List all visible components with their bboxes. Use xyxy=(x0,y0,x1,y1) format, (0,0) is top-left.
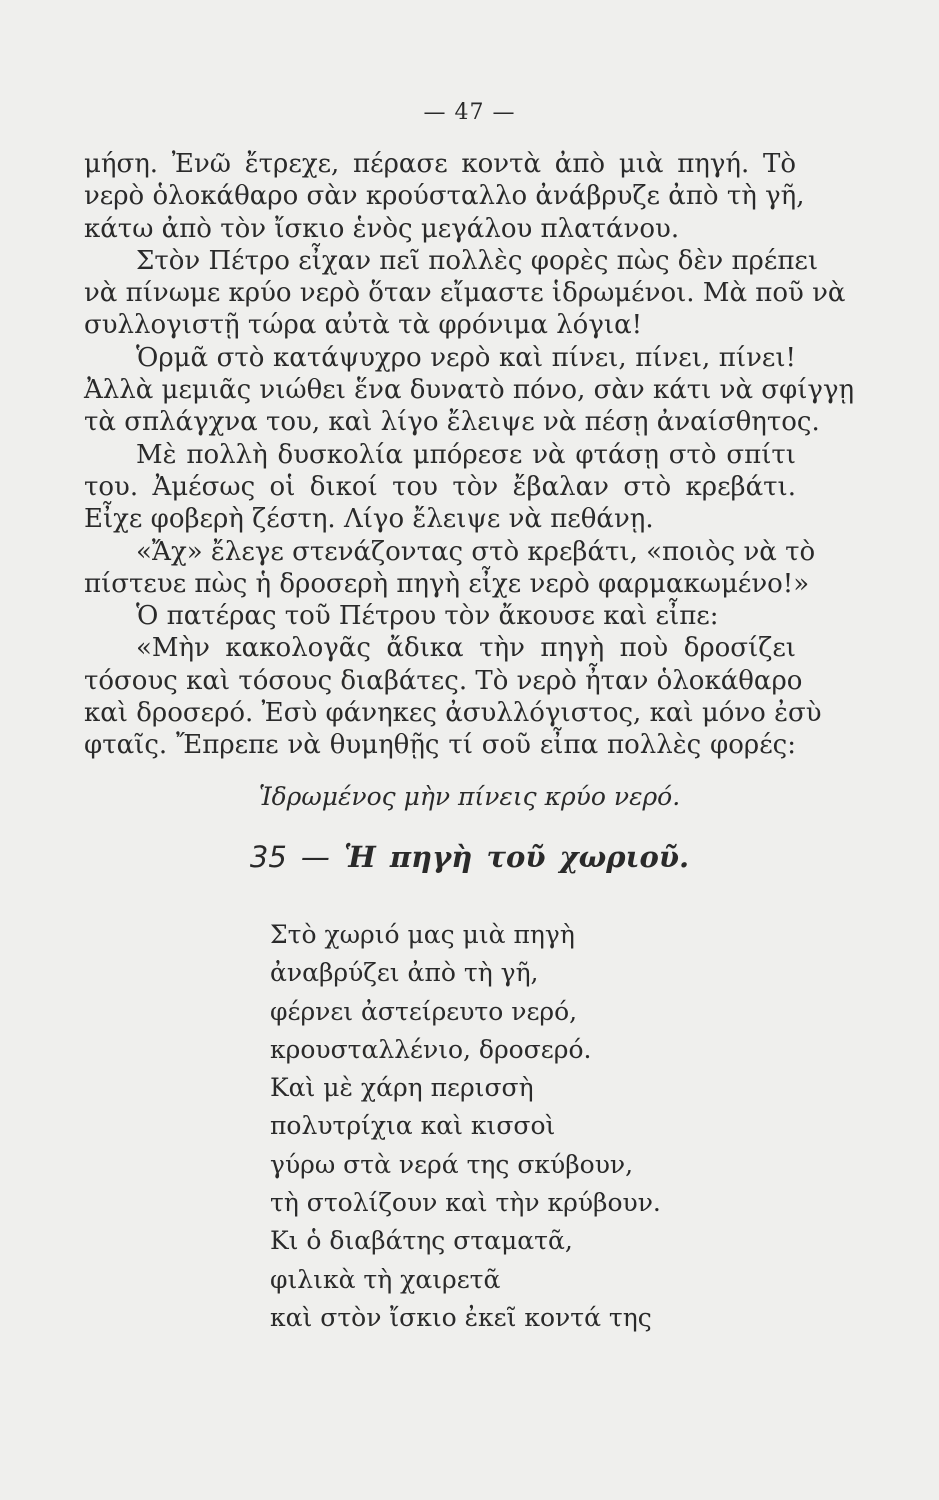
prose-line: Στὸν Πέτρο εἶχαν πεῖ πολλὲς φορὲς πὼς δὲν πρέπει xyxy=(136,245,819,276)
prose-line: καὶ δροσερό. Ἐσὺ φάνηκες ἀσυλλόγιστος, καὶ μόνο ἐσὺ xyxy=(84,698,822,729)
prose-line: Μὲ πολλὴ δυσκολία μπόρεσε νὰ φτάσῃ στὸ σπίτι xyxy=(136,439,796,470)
poem-line: Κι ὁ διαβάτης σταματᾶ, xyxy=(270,1226,573,1256)
prose-text xyxy=(84,148,855,762)
poem xyxy=(270,916,690,1337)
prose-line: Εἶχε φοβερὴ ζέστη. Λίγο ἔλειψε νὰ πεθάνῃ. xyxy=(84,504,654,535)
poem-line: γύρω στὰ νερά της σκύβουν, xyxy=(270,1149,634,1179)
section-title: Ἡ πηγὴ τοῦ χωριοῦ. xyxy=(344,840,690,874)
poem-line: Καὶ μὲ χάρη περισσὴ xyxy=(270,1073,534,1103)
prose-line: Ὁ πατέρας τοῦ Πέτρου τὸν ἄκουσε καὶ εἶπε: xyxy=(136,601,719,632)
prose-line: πίστευε πὼς ἡ δροσερὴ πηγὴ εἶχε νερὸ φαρμακωμένο!» xyxy=(84,568,810,599)
prose-line: νὰ πίνωμε κρύο νερὸ ὅταν εἴμαστε ἱδρωμένοι. Μὰ ποῦ νὰ xyxy=(84,278,846,309)
poem-line: φέρνει ἀστείρευτο νερό, xyxy=(270,996,578,1026)
prose-line: συλλογιστῇ τώρα αὐτὰ τὰ φρόνιμα λόγια! xyxy=(84,310,643,341)
poem-line: ἀναβρύζει ἀπὸ τὴ γῆ, xyxy=(270,958,539,988)
section-number: 35 xyxy=(249,840,287,874)
poem-line: φιλικὰ τὴ χαιρετᾶ xyxy=(270,1264,501,1294)
section-heading xyxy=(0,840,939,874)
poem-line: κρουσταλλένιο, δροσερό. xyxy=(270,1034,592,1064)
page-number: — 47 — xyxy=(423,100,516,125)
prose-line: τὰ σπλάγχνα του, καὶ λίγο ἔλειψε νὰ πέσῃ ἀναίσθητος. xyxy=(84,407,820,438)
poem-line: τὴ στολίζουν καὶ τὴν κρύβουν. xyxy=(270,1188,661,1218)
prose-line: κάτω ἀπὸ τὸν ἴσκιο ἑνὸς μεγάλου πλατάνου. xyxy=(84,213,680,244)
prose-line: φταῖς. Ἔπρεπε νὰ θυμηθῇς τί σοῦ εἶπα πολλὲς φορές: xyxy=(84,730,796,761)
poem-line: πολυτρίχια καὶ κισσοὶ xyxy=(270,1111,556,1141)
poem-line: Στὸ χωριό μας μιὰ πηγὴ xyxy=(270,920,575,949)
prose-line: «Ἄχ» ἔλεγε στενάζοντας στὸ κρεβάτι, «ποιὸς νὰ τὸ xyxy=(136,536,816,567)
prose-line: νερὸ ὁλοκάθαρο σὰν κρούσταλλο ἀνάβρυζε ἀπὸ τὴ γῆ, xyxy=(84,181,805,212)
prose-line: του. Ἀμέσως οἱ δικοί του τὸν ἔβαλαν στὸ κρεβάτι. xyxy=(84,471,796,502)
prose-line: Ἀλλὰ μεμιᾶς νιώθει ἕνα δυνατὸ πόνο, σὰν κάτι νὰ σφίγγῃ xyxy=(84,375,855,406)
prose-line: μήση. Ἐνῶ ἔτρεχε, πέρασε κοντὰ ἀπὸ μιὰ πηγή. Τὸ xyxy=(84,149,796,179)
poem-line: καὶ στὸν ἴσκιο ἐκεῖ κοντά της xyxy=(270,1302,652,1332)
section-dash: — xyxy=(300,840,330,874)
prose-line: τόσους καὶ τόσους διαβάτες. Τὸ νερὸ ἦταν ὁλοκάθαρο xyxy=(84,665,803,696)
prose-line: «Μὴν κακολογᾶς ἄδικα τὴν πηγὴ ποὺ δροσίζει xyxy=(136,633,796,664)
moral-line: Ἱδρωμένος μὴν πίνεις κρύο νερό. xyxy=(258,782,681,811)
prose-line: Ὁρμᾶ στὸ κατάψυχρο νερὸ καὶ πίνει, πίνει, πίνει! xyxy=(136,342,796,373)
